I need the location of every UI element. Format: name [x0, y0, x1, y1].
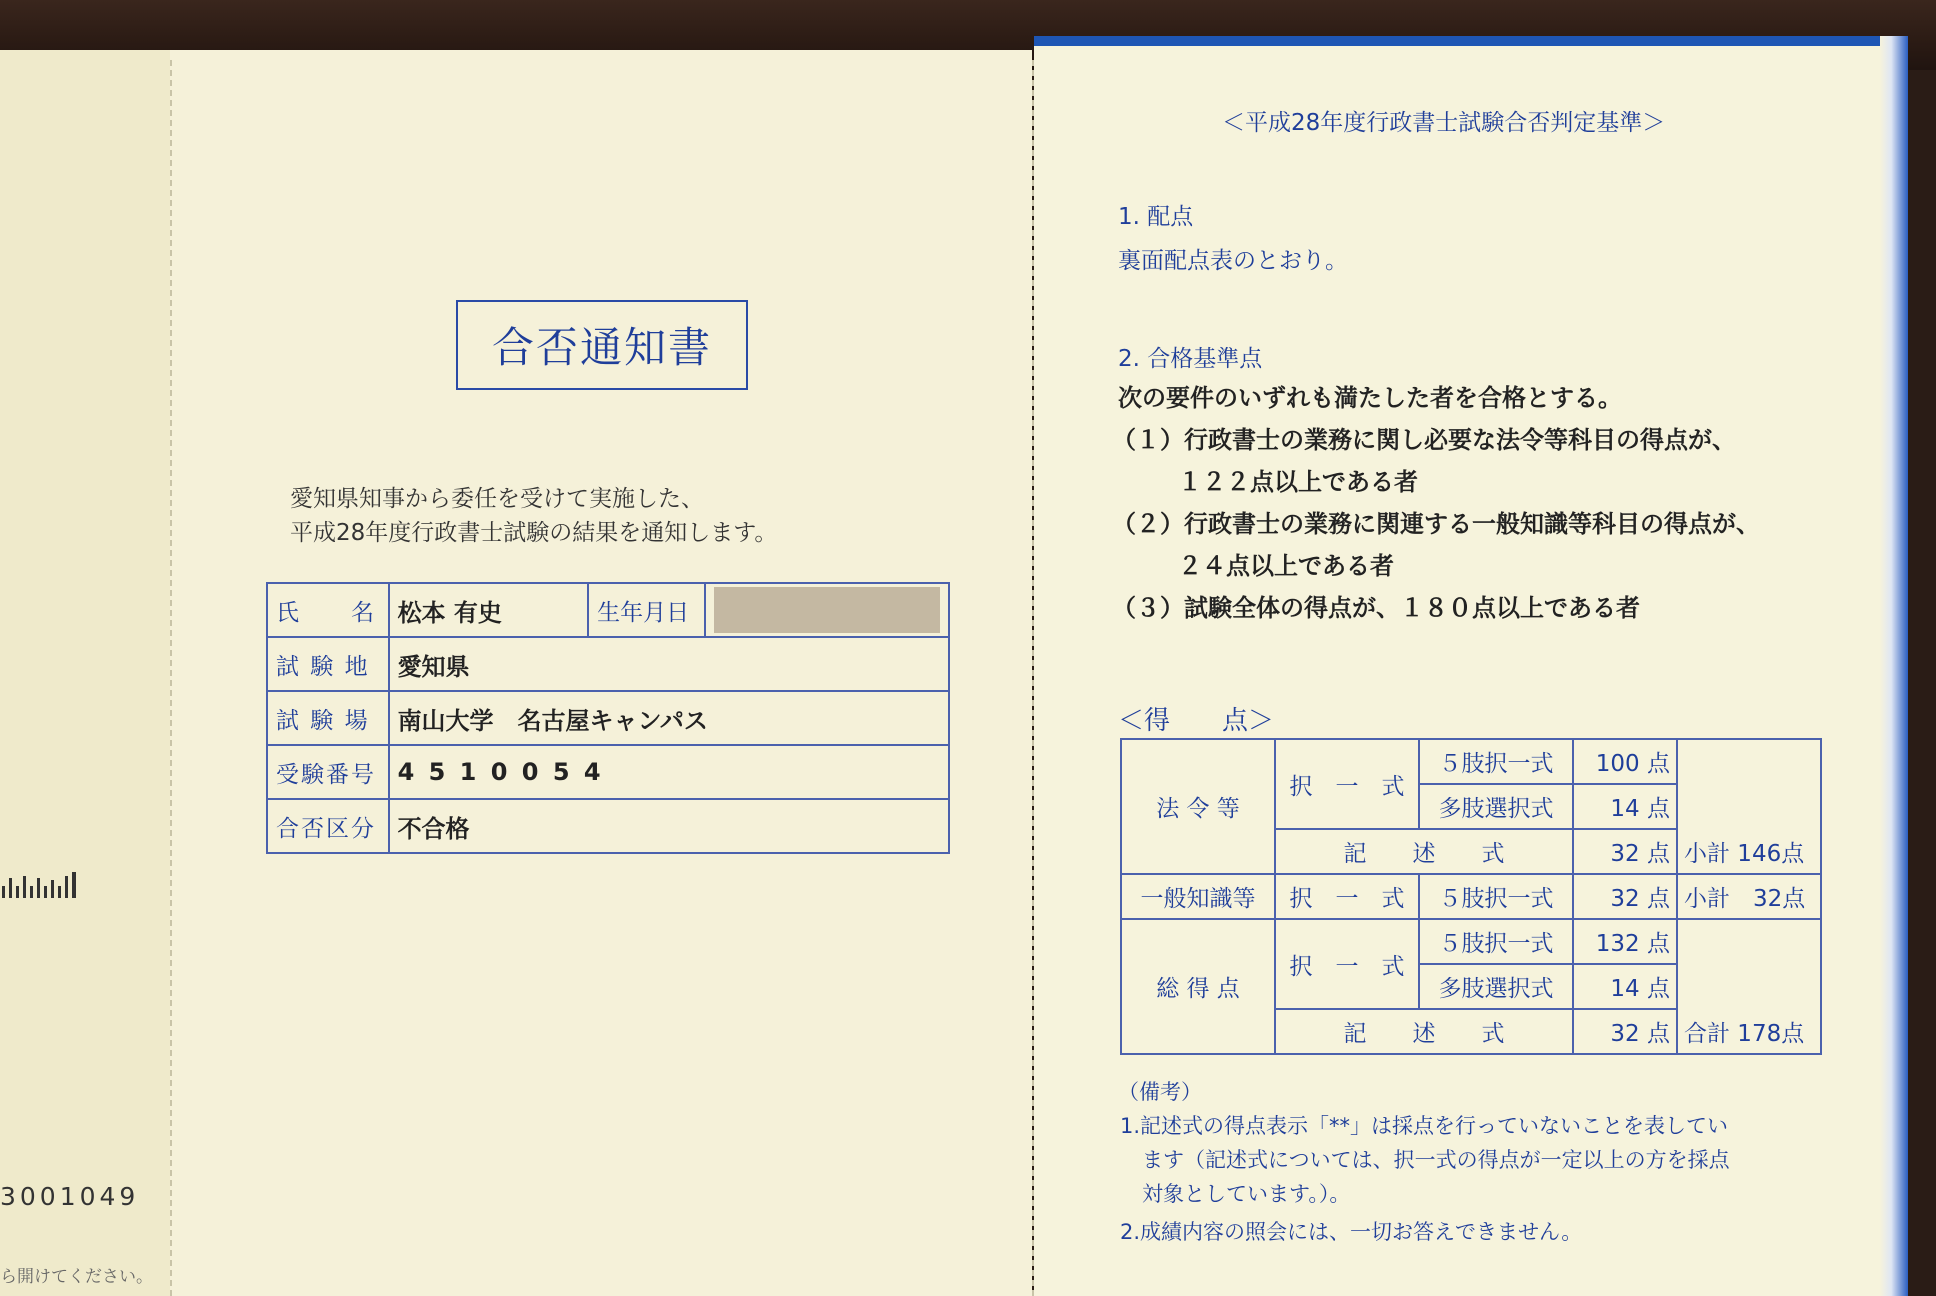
remarks-title: （備考） — [1118, 1080, 1202, 1104]
general-five-score: 32 点 — [1573, 874, 1677, 919]
intro-line-2: 平成28年度行政書士試験の結果を通知します。 — [290, 520, 778, 546]
requirement-2a: （２）行政書士の業務に関連する一般知識等科目の得点が、 — [1112, 510, 1760, 538]
law-multi-label: 多肢選択式 — [1419, 784, 1573, 829]
venue-value: 南山大学 名古屋キャンパス — [389, 691, 949, 745]
total-written-label: 記 述 式 — [1275, 1009, 1573, 1054]
total-category: 総 得 点 — [1121, 919, 1275, 1054]
table-row — [267, 745, 949, 799]
score-table — [1120, 738, 1822, 1055]
redacted-block — [714, 587, 940, 633]
applicant-info-table — [266, 582, 950, 854]
law-subtotal: 小計 146点 — [1677, 829, 1821, 874]
venue-label: 試 験 場 — [267, 691, 389, 745]
flap-footer: ら開けてください。 — [0, 1267, 153, 1287]
remark-1-line-3: 対象としています。）。 — [1142, 1182, 1351, 1206]
general-category: 一般知識等 — [1121, 874, 1275, 919]
intro-line-1: 愛知県知事から委任を受けて実施した、 — [290, 486, 704, 512]
sec1-body: 裏面配点表のとおり。 — [1118, 248, 1348, 274]
notice-title: 合否通知書 — [456, 300, 748, 390]
remark-1-line-1: 1.記述式の得点表示「**」は採点を行っていないことを表してい — [1120, 1114, 1729, 1138]
law-multi-score: 14 点 — [1573, 784, 1677, 829]
number-value: 4 5 1 0 0 5 4 — [389, 745, 949, 799]
scores-heading: ＜得 点＞ — [1118, 706, 1275, 736]
birthdate-label: 生年月日 — [588, 583, 705, 637]
empty-cell — [1677, 919, 1821, 1009]
requirement-1a: （１）行政書士の業務に関し必要な法令等科目の得点が、 — [1112, 426, 1736, 454]
requirement-1b: １２２点以上である者 — [1178, 468, 1418, 496]
law-written-label: 記 述 式 — [1275, 829, 1573, 874]
barcode-mark — [0, 868, 80, 908]
remark-2: 2.成績内容の照会には、一切お答えできません。 — [1120, 1220, 1583, 1244]
perforation-right — [1032, 60, 1034, 1296]
general-choice: 択 一 式 — [1275, 874, 1419, 919]
blue-border-top — [1034, 36, 1908, 46]
number-label: 受験番号 — [267, 745, 389, 799]
general-five-label: ５肢択一式 — [1419, 874, 1573, 919]
law-five-label: ５肢択一式 — [1419, 739, 1573, 784]
table-row — [1121, 919, 1821, 964]
law-written-score: 32 点 — [1573, 829, 1677, 874]
sec1-title: 1. 配点 — [1118, 204, 1194, 230]
name-value: 松本 有史 — [389, 583, 589, 637]
result-label: 合否区分 — [267, 799, 389, 853]
total-multi-score: 14 点 — [1573, 964, 1677, 1009]
site-value: 愛知県 — [389, 637, 949, 691]
table-row — [267, 583, 949, 637]
total-multi-label: 多肢選択式 — [1419, 964, 1573, 1009]
table-row — [1121, 874, 1821, 919]
barcode-icon — [0, 868, 80, 902]
table-row — [267, 691, 949, 745]
name-label: 氏 名 — [267, 583, 389, 637]
law-category: 法 令 等 — [1121, 739, 1275, 874]
result-value: 不合格 — [389, 799, 949, 853]
requirement-2b: ２４点以上である者 — [1178, 552, 1394, 580]
sec2-title: 2. 合格基準点 — [1118, 346, 1263, 372]
empty-cell — [1677, 739, 1821, 829]
criteria-heading: ＜平成28年度行政書士試験合否判定基準＞ — [1222, 110, 1666, 136]
requirement-3: （３）試験全体の得点が、１８０点以上である者 — [1112, 594, 1640, 622]
remark-1-line-2: ます（記述式については、択一式の得点が一定以上の方を採点 — [1142, 1148, 1730, 1172]
birthdate-value — [705, 583, 949, 637]
left-flap-panel — [0, 50, 170, 1296]
table-row — [267, 799, 949, 853]
perforation-left — [170, 60, 172, 1296]
table-row — [267, 637, 949, 691]
total-choice: 択 一 式 — [1275, 919, 1419, 1009]
total-written-score: 32 点 — [1573, 1009, 1677, 1054]
flap-code: 3001049 — [0, 1182, 140, 1211]
total-five-label: ５肢択一式 — [1419, 919, 1573, 964]
table-row — [1121, 739, 1821, 784]
general-subtotal: 小計 32点 — [1677, 874, 1821, 919]
blue-border-side — [1880, 36, 1908, 1296]
site-label: 試 験 地 — [267, 637, 389, 691]
law-choice: 択 一 式 — [1275, 739, 1419, 829]
law-five-score: 100 点 — [1573, 739, 1677, 784]
total-five-score: 132 点 — [1573, 919, 1677, 964]
sec2-intro: 次の要件のいずれも満たした者を合格とする。 — [1118, 384, 1622, 412]
grand-total: 合計 178点 — [1677, 1009, 1821, 1054]
